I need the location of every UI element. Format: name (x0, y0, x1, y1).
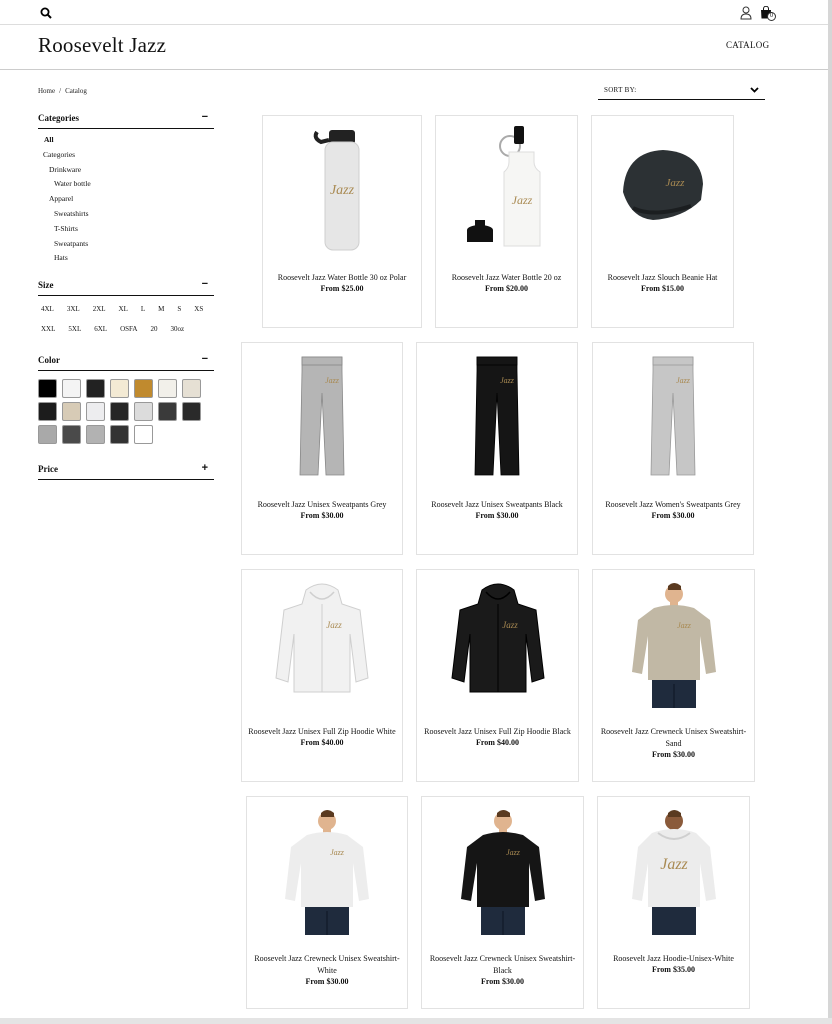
product-image[interactable] (263, 122, 421, 260)
product-image[interactable] (593, 349, 753, 487)
svg-text:Jazz: Jazz (659, 856, 688, 873)
chevron-down-icon (750, 86, 759, 94)
product-image[interactable] (247, 803, 407, 941)
store-logo[interactable]: Roosevelt Jazz (38, 33, 167, 57)
category-item[interactable]: T-Shirts (54, 223, 78, 233)
size-option[interactable]: 20 (150, 325, 158, 334)
category-item[interactable]: Categories (43, 149, 76, 159)
color-swatch[interactable] (134, 379, 153, 398)
product-price: From $25.00 (320, 284, 364, 293)
collapse-icon[interactable]: − (201, 111, 208, 123)
collapse-icon[interactable]: − (201, 353, 208, 366)
product-image[interactable] (422, 803, 583, 941)
svg-text:Jazz: Jazz (329, 183, 355, 198)
nav-link-catalog[interactable]: CATALOG (726, 40, 770, 50)
category-item[interactable]: Apparel (49, 194, 74, 204)
svg-text:Jazz: Jazz (326, 620, 342, 630)
size-option[interactable]: XXL (41, 325, 56, 334)
size-option[interactable]: OSFA (120, 325, 138, 334)
svg-text:Jazz: Jazz (505, 848, 520, 857)
color-swatch[interactable] (134, 425, 153, 444)
color-swatch[interactable] (182, 379, 201, 398)
svg-text:Jazz: Jazz (676, 621, 691, 630)
product-price: From $20.00 (485, 284, 528, 293)
product-card[interactable] (591, 115, 734, 328)
product-price: From $30.00 (475, 511, 519, 520)
product-title[interactable]: Roosevelt Jazz Crewneck Unisex Sweatshirt- Sand (600, 727, 747, 748)
svg-text:Jazz: Jazz (676, 376, 690, 385)
product-price: From $35.00 (652, 965, 695, 974)
color-swatch[interactable] (38, 379, 57, 398)
category-item[interactable]: Sweatpants (54, 238, 89, 248)
category-item[interactable]: Drinkware (49, 164, 82, 174)
product-image[interactable] (417, 576, 578, 714)
product-card[interactable] (592, 342, 754, 555)
color-swatch[interactable] (38, 402, 57, 421)
color-facet-title: Color (38, 355, 60, 366)
product-image[interactable] (242, 576, 402, 714)
svg-text:Jazz: Jazz (511, 193, 532, 207)
color-swatch[interactable] (86, 379, 105, 398)
product-price: From $30.00 (300, 511, 344, 520)
expand-icon[interactable]: + (201, 462, 208, 475)
product-title[interactable]: Roosevelt Jazz Unisex Full Zip Hoodie White (248, 727, 396, 736)
product-price: From $15.00 (641, 284, 684, 293)
product-card[interactable] (435, 115, 578, 328)
product-card[interactable] (262, 115, 422, 328)
product-image[interactable] (592, 122, 733, 260)
product-card[interactable] (241, 569, 403, 782)
svg-text:Jazz: Jazz (665, 177, 684, 189)
product-title[interactable]: Roosevelt Jazz Water Bottle 20 oz (451, 273, 562, 282)
product-title[interactable]: Roosevelt Jazz Unisex Sweatpants Grey (257, 500, 387, 509)
size-facet-header[interactable] (38, 276, 214, 296)
collapse-icon[interactable]: − (201, 278, 208, 291)
color-swatch[interactable] (86, 402, 105, 421)
user-icon[interactable] (740, 6, 752, 20)
product-card[interactable] (592, 569, 755, 782)
size-option[interactable]: 2XL (92, 305, 106, 314)
product-card[interactable] (416, 569, 579, 782)
color-swatches (38, 371, 214, 454)
product-card[interactable] (597, 796, 750, 1009)
svg-text:Jazz: Jazz (501, 620, 518, 630)
sort-label: SORT BY: (604, 86, 637, 94)
product-title[interactable]: Roosevelt Jazz Unisex Sweatpants Black (431, 500, 563, 509)
category-item[interactable]: Hats (54, 253, 68, 263)
breadcrumb (38, 87, 87, 95)
site-header (0, 25, 828, 70)
breadcrumb-separator: / (59, 87, 62, 95)
utility-bar (0, 0, 828, 25)
product-title[interactable]: Roosevelt Jazz Hoodie-Unisex-White (613, 954, 734, 963)
product-title[interactable]: Roosevelt Jazz Crewneck Unisex Sweatshirt- Black (429, 954, 576, 975)
category-list (38, 129, 214, 276)
color-swatch[interactable] (110, 379, 129, 398)
breadcrumb-home[interactable]: Home (38, 87, 56, 95)
color-swatch[interactable] (182, 402, 201, 421)
color-swatch[interactable] (62, 379, 81, 398)
color-swatch[interactable] (134, 402, 153, 421)
color-swatch[interactable] (86, 425, 105, 444)
product-image[interactable] (436, 122, 577, 260)
price-facet-header[interactable] (38, 460, 214, 480)
search-icon[interactable] (40, 7, 52, 19)
size-facet-title: Size (38, 280, 54, 291)
product-price: From $40.00 (300, 738, 344, 747)
size-option[interactable]: L (140, 305, 146, 314)
categories-facet-header[interactable] (38, 109, 214, 129)
product-image[interactable] (417, 349, 577, 487)
size-option[interactable]: XL (118, 305, 128, 314)
cart-count-badge: 0 (767, 12, 776, 21)
product-image[interactable] (593, 576, 754, 714)
color-facet-header[interactable] (38, 351, 214, 371)
size-option[interactable]: 3XL (66, 305, 80, 314)
product-title[interactable]: Roosevelt Jazz Crewneck Unisex Sweatshirt- White (254, 954, 400, 975)
product-price: From $30.00 (652, 750, 695, 759)
svg-text:Jazz: Jazz (325, 376, 339, 385)
sort-dropdown[interactable] (598, 82, 765, 100)
size-option[interactable]: 4XL (41, 305, 54, 314)
product-image[interactable] (598, 803, 749, 941)
product-title[interactable]: Roosevelt Jazz Slouch Beanie Hat (607, 273, 718, 282)
color-swatch[interactable] (62, 425, 81, 444)
filter-sidebar (38, 109, 214, 480)
color-swatch[interactable] (110, 402, 129, 421)
color-swatch[interactable] (158, 379, 177, 398)
product-card[interactable] (421, 796, 584, 1009)
size-options (38, 296, 214, 351)
categories-facet-title: Categories (38, 113, 79, 123)
cart-button[interactable] (760, 6, 776, 23)
category-item[interactable]: All (44, 135, 54, 144)
svg-text:Jazz: Jazz (500, 376, 514, 385)
color-swatch[interactable] (62, 402, 81, 421)
product-title[interactable]: Roosevelt Jazz Women's Sweatpants Grey (605, 500, 741, 509)
product-card[interactable] (241, 342, 403, 555)
category-item[interactable]: Sweatshirts (54, 208, 89, 218)
price-facet-title: Price (38, 464, 58, 475)
color-swatch[interactable] (38, 425, 57, 444)
size-option[interactable]: 30oz (170, 325, 185, 334)
size-option[interactable]: 6XL (94, 325, 108, 334)
product-price: From $30.00 (481, 977, 524, 986)
svg-text:Jazz: Jazz (330, 848, 344, 857)
product-title[interactable]: Roosevelt Jazz Unisex Full Zip Hoodie Black (424, 727, 571, 736)
size-option[interactable]: 5XL (68, 325, 82, 334)
product-price: From $30.00 (305, 977, 349, 986)
size-option[interactable]: XS (194, 305, 204, 314)
category-item[interactable]: Water bottle (54, 179, 91, 189)
product-price: From $40.00 (476, 738, 519, 747)
size-option[interactable]: S (177, 305, 182, 314)
product-card[interactable] (246, 796, 408, 1009)
product-card[interactable] (416, 342, 578, 555)
product-price: From $30.00 (651, 511, 695, 520)
color-swatch[interactable] (158, 402, 177, 421)
product-image[interactable] (242, 349, 402, 487)
size-option[interactable]: M (158, 305, 165, 314)
product-title[interactable]: Roosevelt Jazz Water Bottle 30 oz Polar (277, 273, 407, 282)
breadcrumb-current: Catalog (65, 87, 87, 95)
color-swatch[interactable] (110, 425, 129, 444)
